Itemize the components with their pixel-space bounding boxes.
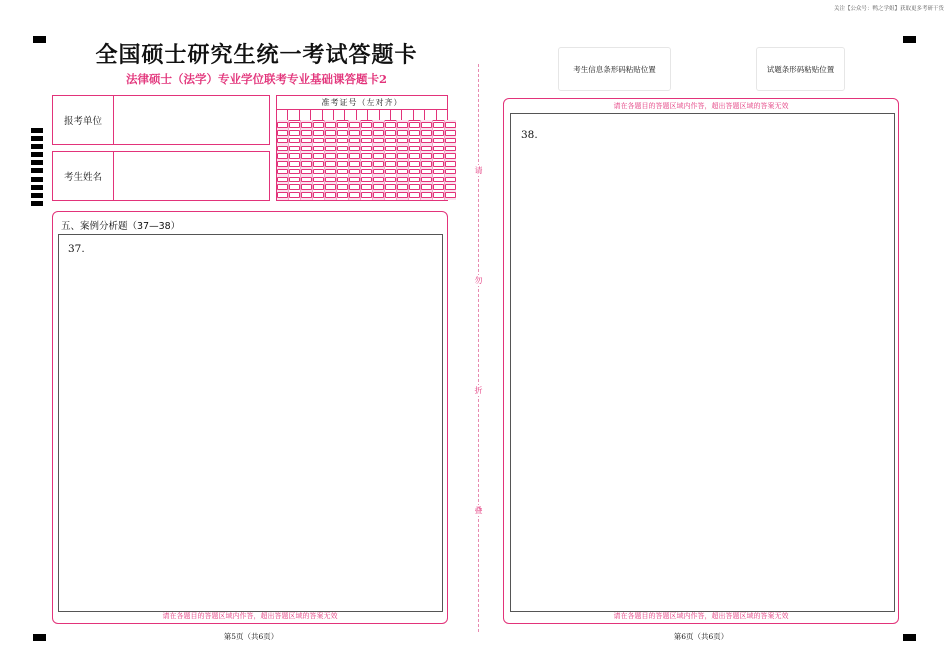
ticket-bubble[interactable] [409,177,420,183]
ticket-bubble[interactable] [373,153,384,159]
section-title: 五、案例分析题（37—38） [61,221,181,232]
exam-barcode-area: 试题条形码粘贴位置 [756,47,845,91]
unit-label: 报考单位 [53,96,114,144]
ticket-bubble[interactable] [325,177,336,183]
timing-mark [31,136,43,141]
ticket-bubble[interactable] [301,153,312,159]
ticket-bubble[interactable] [409,122,420,128]
ticket-bubble[interactable] [397,122,408,128]
ticket-bubble[interactable] [445,146,456,152]
ticket-bubble-column [277,120,289,200]
ticket-bubble[interactable] [277,177,288,183]
ticket-bubble[interactable] [277,138,288,144]
ticket-bubble[interactable] [337,146,348,152]
ticket-bubble[interactable] [409,146,420,152]
ticket-bubble[interactable] [433,130,444,136]
ticket-bubble[interactable] [301,169,312,175]
ticket-bubble[interactable] [337,122,348,128]
timing-marks [31,128,43,209]
ticket-digit-cell[interactable] [334,109,345,120]
ticket-bubble[interactable] [349,153,360,159]
ticket-bubble[interactable] [433,138,444,144]
footer-left: 第5页（共6页） [223,632,279,641]
ticket-bubble[interactable] [313,138,324,144]
ticket-bubble[interactable] [421,146,432,152]
timing-mark [31,128,43,133]
ticket-bubble[interactable] [325,153,336,159]
ticket-bubble[interactable] [361,146,372,152]
timing-mark [31,152,43,157]
fold-divider [478,64,479,632]
page-subtitle: 法律硕士（法学）专业学位联考专业基础课答题卡2 [126,72,387,86]
ticket-bubble[interactable] [397,161,408,167]
ticket-bubble[interactable] [409,161,420,167]
ticket-bubble[interactable] [409,192,420,198]
answer-section-left [52,211,448,624]
ticket-bubble[interactable] [277,184,288,190]
ticket-bubble[interactable] [409,153,420,159]
ticket-bubble[interactable] [349,122,360,128]
ticket-bubble[interactable] [313,184,324,190]
divider-char-1: 请 [471,165,486,176]
ticket-bubble[interactable] [397,184,408,190]
ticket-bubble[interactable] [397,192,408,198]
ticket-bubble[interactable] [313,153,324,159]
ticket-bubble[interactable] [337,192,348,198]
ticket-bubble[interactable] [325,146,336,152]
ticket-bubble[interactable] [397,153,408,159]
timing-mark [31,160,43,165]
ticket-bubble[interactable] [349,169,360,175]
ticket-bubble[interactable] [421,161,432,167]
ticket-bubble[interactable] [301,184,312,190]
ticket-bubble[interactable] [397,177,408,183]
ticket-bubble-column [337,120,349,200]
warning-bottom-left: 请在各题目的答题区域内作答，超出答题区域的答案无效 [162,612,338,620]
ticket-bubble[interactable] [361,192,372,198]
ticket-bubble-column [433,120,445,200]
student-barcode-area: 考生信息条形码粘贴位置 [558,47,671,91]
ticket-digit-cell[interactable] [402,109,413,120]
ticket-bubble[interactable] [301,138,312,144]
ticket-bubble[interactable] [433,192,444,198]
ticket-bubble[interactable] [361,153,372,159]
ticket-bubble[interactable] [421,130,432,136]
ticket-bubble[interactable] [421,192,432,198]
ticket-bubble[interactable] [397,138,408,144]
ticket-bubble-column [397,120,409,200]
ticket-bubble[interactable] [301,161,312,167]
ticket-bubble[interactable] [421,177,432,183]
ticket-bubble[interactable] [385,146,396,152]
ticket-bubble[interactable] [445,138,456,144]
ticket-digit-cell[interactable] [345,109,356,120]
corner-mark-top-left [33,36,46,43]
ticket-bubble[interactable] [445,169,456,175]
ticket-bubble[interactable] [433,161,444,167]
ticket-bubble[interactable] [421,184,432,190]
ticket-number-box[interactable] [276,95,448,201]
ticket-bubble[interactable] [409,169,420,175]
ticket-bubble-grid[interactable] [277,120,447,200]
ticket-bubble[interactable] [337,184,348,190]
ticket-bubble[interactable] [349,146,360,152]
ticket-bubble-column [385,120,397,200]
ticket-bubble[interactable] [349,130,360,136]
ticket-bubble[interactable] [361,169,372,175]
ticket-bubble[interactable] [445,130,456,136]
ticket-bubble[interactable] [361,161,372,167]
ticket-digit-cell[interactable] [380,109,391,120]
ticket-bubble[interactable] [277,130,288,136]
ticket-bubble-column [301,120,313,200]
timing-mark [31,193,43,198]
ticket-bubble[interactable] [409,184,420,190]
ticket-bubble[interactable] [289,122,300,128]
ticket-bubble[interactable] [325,138,336,144]
ticket-bubble[interactable] [337,177,348,183]
ticket-bubble[interactable] [445,122,456,128]
ticket-digit-cell[interactable] [414,109,425,120]
ticket-bubble[interactable] [433,146,444,152]
ticket-bubble[interactable] [337,138,348,144]
ticket-bubble[interactable] [373,146,384,152]
ticket-bubble[interactable] [289,138,300,144]
top-note: 关注【公众号：鸭之学姐】获取更多考研干货 [833,6,944,12]
timing-mark [31,177,43,182]
divider-char-2: 勿 [471,275,486,286]
unit-field[interactable] [52,95,270,145]
ticket-bubble[interactable] [277,169,288,175]
ticket-bubble[interactable] [277,146,288,152]
warning-bottom-right: 请在各题目的答题区域内作答，超出答题区域的答案无效 [613,612,789,620]
ticket-bubble[interactable] [445,184,456,190]
ticket-bubble[interactable] [397,130,408,136]
ticket-digit-cell[interactable] [277,109,288,120]
footer-right: 第6页（共6页） [673,632,729,641]
ticket-bubble[interactable] [409,130,420,136]
ticket-bubble[interactable] [385,153,396,159]
ticket-bubble[interactable] [385,130,396,136]
ticket-bubble[interactable] [373,177,384,183]
name-field[interactable] [52,151,270,201]
ticket-bubble[interactable] [385,122,396,128]
ticket-bubble[interactable] [289,130,300,136]
ticket-bubble-column [349,120,361,200]
ticket-bubble-column [313,120,325,200]
ticket-digit-cell[interactable] [368,109,379,120]
ticket-bubble[interactable] [361,177,372,183]
ticket-bubble[interactable] [289,192,300,198]
ticket-bubble[interactable] [433,153,444,159]
answer-box-37[interactable] [58,234,443,612]
ticket-bubble[interactable] [433,169,444,175]
ticket-bubble[interactable] [301,130,312,136]
ticket-bubble[interactable] [373,130,384,136]
ticket-bubble[interactable] [445,153,456,159]
ticket-header: 准考证号（左对齐） [277,96,447,110]
ticket-bubble[interactable] [313,192,324,198]
ticket-digit-cell[interactable] [437,109,447,120]
ticket-bubble[interactable] [445,161,456,167]
ticket-bubble[interactable] [373,122,384,128]
warning-top-right: 请在各题目的答题区域内作答，超出答题区域的答案无效 [613,102,789,110]
ticket-bubble[interactable] [433,122,444,128]
corner-mark-top-right [903,36,916,43]
ticket-bubble[interactable] [289,161,300,167]
ticket-bubble[interactable] [397,146,408,152]
ticket-bubble[interactable] [277,153,288,159]
ticket-bubble[interactable] [289,169,300,175]
ticket-digit-cell[interactable] [288,109,299,120]
ticket-bubble[interactable] [373,192,384,198]
ticket-bubble[interactable] [373,138,384,144]
corner-mark-bottom-right [903,634,916,641]
ticket-bubble[interactable] [277,192,288,198]
ticket-bubble-column [325,120,337,200]
ticket-digit-cell[interactable] [300,109,311,120]
ticket-bubble[interactable] [445,192,456,198]
ticket-bubble[interactable] [313,146,324,152]
ticket-bubble[interactable] [289,184,300,190]
answer-section-right [503,98,899,624]
ticket-bubble[interactable] [361,184,372,190]
ticket-bubble[interactable] [349,184,360,190]
ticket-bubble[interactable] [337,161,348,167]
ticket-bubble[interactable] [445,177,456,183]
ticket-digit-cell[interactable] [323,109,334,120]
ticket-bubble[interactable] [385,138,396,144]
ticket-bubble[interactable] [301,122,312,128]
ticket-bubble[interactable] [313,161,324,167]
ticket-bubble[interactable] [349,138,360,144]
ticket-bubble[interactable] [337,169,348,175]
ticket-bubble[interactable] [421,153,432,159]
ticket-bubble[interactable] [433,177,444,183]
ticket-bubble[interactable] [301,177,312,183]
ticket-bubble[interactable] [325,161,336,167]
ticket-bubble[interactable] [361,130,372,136]
ticket-bubble[interactable] [385,192,396,198]
ticket-bubble[interactable] [349,192,360,198]
ticket-bubble[interactable] [361,122,372,128]
divider-char-4: 叠 [471,505,486,516]
ticket-bubble-column [289,120,301,200]
ticket-bubble[interactable] [313,177,324,183]
ticket-bubble[interactable] [325,122,336,128]
ticket-bubble[interactable] [385,169,396,175]
ticket-bubble[interactable] [277,122,288,128]
ticket-bubble[interactable] [337,153,348,159]
ticket-bubble[interactable] [385,177,396,183]
ticket-bubble[interactable] [421,122,432,128]
ticket-bubble[interactable] [361,138,372,144]
ticket-bubble[interactable] [289,153,300,159]
ticket-digit-cell[interactable] [425,109,436,120]
ticket-bubble-column [409,120,421,200]
ticket-bubble[interactable] [385,184,396,190]
ticket-bubble-column [421,120,433,200]
timing-mark [31,185,43,190]
ticket-bubble[interactable] [421,138,432,144]
ticket-bubble[interactable] [397,169,408,175]
timing-mark [31,201,43,206]
ticket-bubble[interactable] [301,192,312,198]
ticket-bubble-column [361,120,373,200]
ticket-bubble-column [445,120,456,200]
ticket-bubble[interactable] [433,184,444,190]
ticket-bubble[interactable] [325,192,336,198]
answer-box-38[interactable] [510,113,895,612]
ticket-bubble[interactable] [385,161,396,167]
ticket-bubble[interactable] [373,184,384,190]
ticket-bubble[interactable] [349,161,360,167]
corner-mark-bottom-left [33,634,46,641]
page-title: 全国硕士研究生统一考试答题卡 [95,42,418,68]
ticket-bubble[interactable] [325,169,336,175]
ticket-bubble[interactable] [337,130,348,136]
ticket-bubble[interactable] [301,146,312,152]
ticket-bubble[interactable] [313,130,324,136]
ticket-digit-cell[interactable] [311,109,322,120]
ticket-bubble[interactable] [289,177,300,183]
ticket-digit-cell[interactable] [391,109,402,120]
divider-char-3: 折 [471,385,486,396]
ticket-bubble-column [373,120,385,200]
ticket-bubble[interactable] [289,146,300,152]
ticket-bubble[interactable] [277,161,288,167]
ticket-bubble[interactable] [313,122,324,128]
timing-mark [31,168,43,173]
ticket-bubble[interactable] [373,161,384,167]
question-number-37: 37. [68,243,85,255]
ticket-bubble[interactable] [421,169,432,175]
timing-mark [31,144,43,149]
ticket-digit-cell[interactable] [357,109,368,120]
question-number-38: 38. [521,129,538,141]
ticket-bubble[interactable] [325,130,336,136]
name-label: 考生姓名 [53,152,114,200]
ticket-bubble[interactable] [313,169,324,175]
ticket-bubble[interactable] [325,184,336,190]
ticket-bubble[interactable] [349,177,360,183]
ticket-bubble[interactable] [373,169,384,175]
ticket-bubble[interactable] [409,138,420,144]
